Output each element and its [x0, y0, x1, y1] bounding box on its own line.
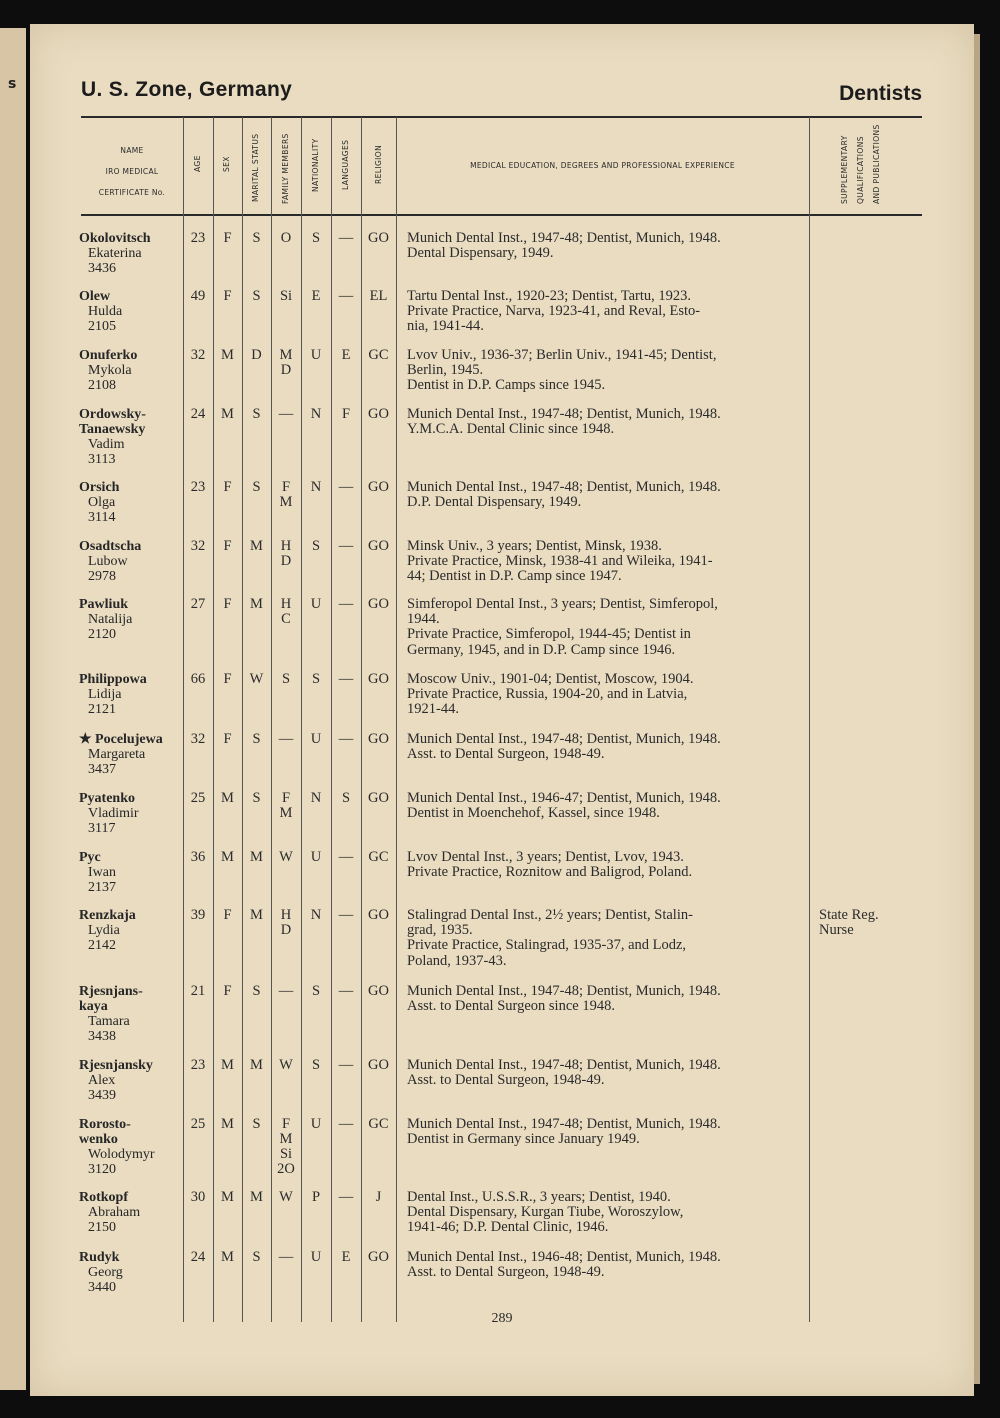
given-name: Lydia [88, 923, 120, 938]
surname: Philippowa [79, 672, 147, 687]
given-name: Hulda [88, 304, 123, 319]
rel-cell: J [375, 1189, 382, 1205]
sex-cell: F [223, 731, 232, 747]
age-cell: 25 [190, 1116, 206, 1132]
lang-cell: — [338, 731, 354, 747]
rel-cell: GO [368, 1057, 389, 1073]
name-cell [79, 1058, 153, 1103]
nat-cell: S [311, 230, 321, 246]
surname: Ordowsky- [79, 407, 146, 422]
family-cell: W [279, 1189, 293, 1205]
surname: Orsich [79, 480, 120, 495]
surname: Pawliuk [79, 597, 129, 612]
marital-cell: S [252, 288, 261, 304]
age-cell: 27 [190, 596, 206, 612]
name-cell [79, 289, 122, 334]
experience-line: Dentist in D.P. Camps since 1945. [407, 377, 606, 394]
experience-line: Tartu Dental Inst., 1920-23; Dentist, Tartu, 1923. [407, 288, 692, 304]
age-cell: 39 [190, 907, 206, 923]
experience-cell [407, 1117, 799, 1147]
age-cell: 21 [190, 983, 206, 999]
experience-line: Private Practice, Stalingrad, 1935-37, and Lodz, [407, 937, 687, 954]
surname: Onuferko [79, 348, 138, 363]
header-iro: IRO MEDICAL [105, 167, 159, 176]
experience-cell [407, 908, 799, 969]
experience-cell [407, 984, 799, 1014]
given-name: Georg [88, 1265, 123, 1280]
certificate-number: 3113 [88, 452, 116, 467]
certificate-number: 3440 [88, 1280, 116, 1295]
experience-line: Stalingrad Dental Inst., 2½ years; Dentist, Stalin- [407, 907, 693, 923]
certificate-number: 2108 [88, 378, 116, 393]
family-cell: O [280, 230, 292, 246]
experience-line: Munich Dental Inst., 1947-48; Dentist, Munich, 1948. [407, 1116, 721, 1132]
experience-cell [407, 672, 799, 718]
rel-cell: EL [369, 288, 388, 304]
lang-cell: — [338, 983, 354, 999]
header-cert: CERTIFICATE No. [98, 188, 166, 197]
lang-cell: — [338, 907, 354, 923]
given-name: Lubow [88, 554, 128, 569]
certificate-number: 3439 [88, 1088, 116, 1103]
nat-cell: N [310, 406, 322, 422]
experience-line: grad, 1935. [407, 922, 473, 939]
age-cell: 32 [190, 347, 206, 363]
marital-cell: D [251, 347, 262, 363]
experience-line: 1921-44. [407, 701, 459, 718]
supp-header-2: QUALIFICATIONS [856, 136, 865, 204]
age-cell: 23 [190, 1057, 206, 1073]
lang-cell: — [338, 288, 354, 304]
experience-line: Munich Dental Inst., 1947-48; Dentist, Munich, 1948. [407, 406, 721, 422]
marital-cell: M [250, 538, 263, 554]
name-cell [79, 732, 163, 777]
name-cell [79, 539, 141, 584]
sex-cell: F [223, 671, 232, 687]
surname: Rjesnjans- [79, 984, 143, 999]
experience-line: Dentist in Germany since January 1949. [407, 1131, 640, 1148]
nat-cell: U [310, 849, 322, 865]
lang-cell: — [338, 671, 354, 687]
experience-line: Lvov Univ., 1936-37; Berlin Univ., 1941-45; Dentist, [407, 347, 717, 363]
experience-line: Private Practice, Russia, 1904-20, and in Latvia, [407, 686, 688, 703]
experience-line: Poland, 1937-43. [407, 952, 507, 969]
experience-line: Munich Dental Inst., 1947-48; Dentist, Munich, 1948. [407, 983, 721, 999]
surname: Olew [79, 289, 111, 304]
sex-column-header: SEX [222, 156, 231, 172]
experience-cell [407, 231, 799, 261]
experience-cell [407, 1058, 799, 1088]
experience-line: Dentist in Moenchehof, Kassel, since 1948. [407, 805, 660, 822]
sex-cell: F [223, 479, 232, 495]
experience-cell [407, 480, 799, 510]
name-cell [79, 984, 143, 1044]
sex-cell: F [223, 983, 232, 999]
certificate-number: 3436 [88, 261, 116, 276]
name-column-header [81, 140, 183, 203]
experience-line: Y.M.C.A. Dental Clinic since 1948. [407, 421, 615, 438]
rel-cell: GO [368, 479, 389, 495]
nat-cell: U [310, 347, 322, 363]
marital-cell: S [252, 1116, 261, 1132]
marital-cell: M [250, 1189, 263, 1205]
age-cell: 49 [190, 288, 206, 304]
age-column-header: AGE [193, 155, 202, 172]
surname: Tanaewsky [79, 422, 146, 437]
previous-page-edge [0, 28, 26, 1390]
rel-cell: GO [368, 671, 389, 687]
age-cell: 30 [190, 1189, 206, 1205]
experience-cell [407, 1250, 799, 1280]
marital-cell: S [252, 1249, 261, 1265]
family-cell: W [279, 849, 293, 865]
religion-column-header: RELIGION [374, 144, 383, 184]
age-cell: 24 [190, 406, 206, 422]
experience-line: Dental Dispensary, Kurgan Tiube, Woroszylow, [407, 1204, 684, 1221]
experience-line: Munich Dental Inst., 1946-48; Dentist, Munich, 1948. [407, 1249, 721, 1265]
family-cell: — [278, 406, 294, 422]
family-column-header: FAMILY MEMBERS [281, 133, 290, 204]
family-cell: — [278, 1249, 294, 1265]
page-title: U. S. Zone, Germany [81, 78, 293, 101]
age-cell: 23 [190, 479, 206, 495]
surname: Pyc [79, 850, 101, 865]
family-cell: W [279, 1057, 293, 1073]
marital-cell: S [252, 983, 261, 999]
family-cell: — [278, 983, 294, 999]
surname: wenko [79, 1132, 118, 1147]
nat-cell: E [311, 288, 321, 304]
column-divider [809, 117, 810, 1322]
experience-line: Asst. to Dental Surgeon, 1948-49. [407, 1264, 605, 1281]
header-name: NAME [120, 146, 144, 155]
experience-cell [407, 407, 799, 437]
age-cell: 36 [190, 849, 206, 865]
sex-cell: M [221, 347, 234, 363]
experience-line: Munich Dental Inst., 1947-48; Dentist, Munich, 1948. [407, 479, 721, 495]
marital-cell: M [250, 849, 263, 865]
rel-cell: GO [368, 790, 389, 806]
name-cell [79, 908, 136, 953]
family-cell: H D [280, 907, 292, 938]
given-name: Mykola [88, 363, 132, 378]
rel-cell: GC [368, 347, 389, 363]
age-cell: 25 [190, 790, 206, 806]
sex-cell: F [223, 288, 232, 304]
name-cell [79, 480, 119, 525]
marital-cell: S [252, 406, 261, 422]
name-cell [79, 407, 146, 467]
name-cell [79, 1190, 140, 1235]
experience-line: Private Practice, Narva, 1923-41, and Reval, Esto- [407, 303, 701, 320]
certificate-number: 2137 [88, 880, 116, 895]
given-name: Natalija [88, 612, 133, 627]
experience-line: Asst. to Dental Surgeon, 1948-49. [407, 1072, 605, 1089]
given-name: Abraham [88, 1205, 141, 1220]
nat-cell: U [310, 731, 322, 747]
family-cell: M D [279, 347, 293, 378]
nat-cell: N [310, 479, 322, 495]
experience-cell [407, 732, 799, 762]
rel-cell: GO [368, 230, 389, 246]
experience-line: Moscow Univ., 1901-04; Dentist, Moscow, 1904. [407, 671, 694, 687]
certificate-number: 2978 [88, 569, 116, 584]
rel-cell: GO [368, 1249, 389, 1265]
age-cell: 24 [190, 1249, 206, 1265]
experience-line: 1941-46; D.P. Dental Clinic, 1946. [407, 1219, 609, 1236]
family-cell: H C [280, 596, 292, 627]
name-cell [79, 231, 151, 276]
given-name: Alex [88, 1073, 116, 1088]
certificate-number: 2121 [88, 702, 116, 717]
header-rule [81, 214, 922, 216]
age-cell: 66 [190, 671, 206, 687]
experience-line: Munich Dental Inst., 1947-48; Dentist, Munich, 1948. [407, 230, 721, 246]
surname: Rudyk [79, 1250, 120, 1265]
certificate-number: 2120 [88, 627, 116, 642]
column-divider [396, 117, 397, 1322]
rel-cell: GC [368, 1116, 389, 1132]
supp-header-1: SUPPLEMENTARY [840, 135, 849, 204]
certificate-number: 3117 [88, 821, 116, 836]
age-cell: 23 [190, 230, 206, 246]
sex-cell: M [221, 1057, 234, 1073]
nat-cell: S [311, 538, 321, 554]
experience-cell [407, 597, 799, 658]
name-cell [79, 850, 116, 895]
experience-line: Dental Dispensary, 1949. [407, 245, 554, 262]
page-number: 289 [491, 1311, 513, 1326]
sex-cell: F [223, 538, 232, 554]
name-cell [79, 791, 139, 836]
experience-line: Asst. to Dental Surgeon, 1948-49. [407, 746, 605, 763]
name-cell [79, 1117, 155, 1177]
nat-cell: S [311, 671, 321, 687]
name-cell [79, 672, 147, 717]
experience-line: Munich Dental Inst., 1947-48; Dentist, Munich, 1948. [407, 731, 721, 747]
lang-cell: — [338, 1189, 354, 1205]
experience-cell [407, 348, 799, 394]
experience-line: Munich Dental Inst., 1946-47; Dentist, Munich, 1948. [407, 790, 721, 806]
supp-header-3: AND PUBLICATIONS [872, 124, 881, 204]
marital-cell: M [250, 1057, 263, 1073]
family-cell: F M Si 2O [277, 1116, 295, 1177]
marital-cell: S [252, 479, 261, 495]
surname: Pyatenko [79, 791, 135, 806]
lang-cell: S [341, 790, 351, 806]
sex-cell: M [221, 406, 234, 422]
surname: ★ Pocelujewa [79, 732, 163, 747]
rel-cell: GC [368, 849, 389, 865]
family-cell: H D [280, 538, 292, 569]
marital-cell: M [250, 596, 263, 612]
book-page [30, 24, 974, 1396]
experience-line: Germany, 1945, and in D.P. Camp since 1946. [407, 641, 676, 658]
top-rule [81, 116, 922, 118]
page-edge [974, 34, 980, 1384]
nat-cell: U [310, 596, 322, 612]
family-cell: Si [279, 288, 293, 304]
nat-cell: S [311, 1057, 321, 1073]
sex-cell: M [221, 1189, 234, 1205]
name-cell [79, 1250, 123, 1295]
rel-cell: GO [368, 731, 389, 747]
experience-line: Asst. to Dental Surgeon since 1948. [407, 998, 615, 1015]
given-name: Vadim [88, 437, 125, 452]
surname: Okolovitsch [79, 231, 151, 246]
marital-cell: W [249, 671, 264, 687]
lang-cell: — [338, 849, 354, 865]
certificate-number: 2105 [88, 319, 116, 334]
surname: Rorosto- [79, 1117, 131, 1132]
age-cell: 32 [190, 731, 206, 747]
nat-cell: N [310, 907, 322, 923]
given-name: Tamara [88, 1014, 130, 1029]
lang-cell: — [338, 230, 354, 246]
surname: Renzkaja [79, 908, 136, 923]
rel-cell: GO [368, 983, 389, 999]
experience-line: Lvov Dental Inst., 3 years; Dentist, Lvov, 1943. [407, 849, 684, 865]
experience-line: Minsk Univ., 3 years; Dentist, Minsk, 1938. [407, 538, 662, 554]
experience-cell [407, 1190, 799, 1236]
experience-line: Simferopol Dental Inst., 3 years; Dentist, Simferopol, [407, 596, 718, 612]
lang-cell: — [338, 538, 354, 554]
name-cell [79, 597, 132, 642]
age-cell: 32 [190, 538, 206, 554]
surname: Rotkopf [79, 1190, 129, 1205]
family-cell: F M [279, 790, 293, 821]
sex-cell: M [221, 1249, 234, 1265]
marital-cell: M [250, 907, 263, 923]
experience-cell [407, 539, 799, 585]
nat-cell: N [310, 790, 322, 806]
languages-column-header: LANGUAGES [341, 139, 350, 190]
certificate-number: 2142 [88, 938, 116, 953]
marital-cell: S [252, 731, 261, 747]
name-cell [79, 348, 137, 393]
experience-line: Munich Dental Inst., 1947-48; Dentist, Munich, 1948. [407, 1057, 721, 1073]
experience-cell [407, 791, 799, 821]
given-name: Olga [88, 495, 116, 510]
sex-cell: M [221, 849, 234, 865]
sex-cell: F [223, 596, 232, 612]
given-name: Lidija [88, 687, 122, 702]
family-cell: F M [279, 479, 293, 510]
certificate-number: 3120 [88, 1162, 116, 1177]
experience-line: 44; Dentist in D.P. Camp since 1947. [407, 568, 622, 585]
rel-cell: GO [368, 907, 389, 923]
experience-cell [407, 850, 799, 880]
supplementary-cell: State Reg. Nurse [819, 907, 879, 938]
nat-cell: S [311, 983, 321, 999]
edge-mark: s [8, 76, 17, 92]
certificate-number: 3114 [88, 510, 116, 525]
section-title: Dentists [839, 82, 922, 105]
sex-cell: F [223, 907, 232, 923]
nat-cell: U [310, 1249, 322, 1265]
experience-line: nia, 1941-44. [407, 318, 484, 335]
experience-line: Dental Inst., U.S.S.R., 3 years; Dentist, 1940. [407, 1189, 671, 1205]
given-name: Ekaterina [88, 246, 142, 261]
surname: Osadtscha [79, 539, 142, 554]
rel-cell: GO [368, 538, 389, 554]
lang-cell: — [338, 1057, 354, 1073]
surname: Rjesnjansky [79, 1058, 153, 1073]
rel-cell: GO [368, 406, 389, 422]
experience-cell [407, 289, 799, 335]
family-cell: S [281, 671, 291, 687]
experience-line: Berlin, 1945. [407, 362, 484, 379]
marital-cell: S [252, 230, 261, 246]
sex-cell: M [221, 790, 234, 806]
given-name: Iwan [88, 865, 116, 880]
lang-cell: — [338, 1116, 354, 1132]
experience-line: Private Practice, Minsk, 1938-41 and Wileika, 1941- [407, 553, 713, 570]
given-name: Vladimir [88, 806, 139, 821]
sex-cell: F [223, 230, 232, 246]
lang-cell: — [338, 596, 354, 612]
nat-cell: P [311, 1189, 321, 1205]
lang-cell: F [341, 406, 351, 422]
certificate-number: 2150 [88, 1220, 116, 1235]
lang-cell: E [341, 347, 351, 363]
given-name: Wolodymyr [88, 1147, 155, 1162]
nationality-column-header: NATIONALITY [311, 138, 320, 192]
marital-column-header: MARITAL STATUS [251, 133, 260, 202]
family-cell: — [278, 731, 294, 747]
certificate-number: 3437 [88, 762, 116, 777]
sex-cell: M [221, 1116, 234, 1132]
education-column-header: MEDICAL EDUCATION, DEGREES AND PROFESSIONAL EXPERIENCE [470, 161, 735, 170]
certificate-number: 3438 [88, 1029, 116, 1044]
rel-cell: GO [368, 596, 389, 612]
marital-cell: S [252, 790, 261, 806]
lang-cell: E [341, 1249, 351, 1265]
experience-line: Private Practice, Roznitow and Baligrod, Poland. [407, 864, 693, 881]
given-name: Margareta [88, 747, 146, 762]
experience-line: D.P. Dental Dispensary, 1949. [407, 494, 582, 511]
nat-cell: U [310, 1116, 322, 1132]
surname: kaya [79, 999, 108, 1014]
experience-line: 1944. [407, 611, 440, 628]
lang-cell: — [338, 479, 354, 495]
experience-line: Private Practice, Simferopol, 1944-45; Dentist in [407, 626, 691, 643]
